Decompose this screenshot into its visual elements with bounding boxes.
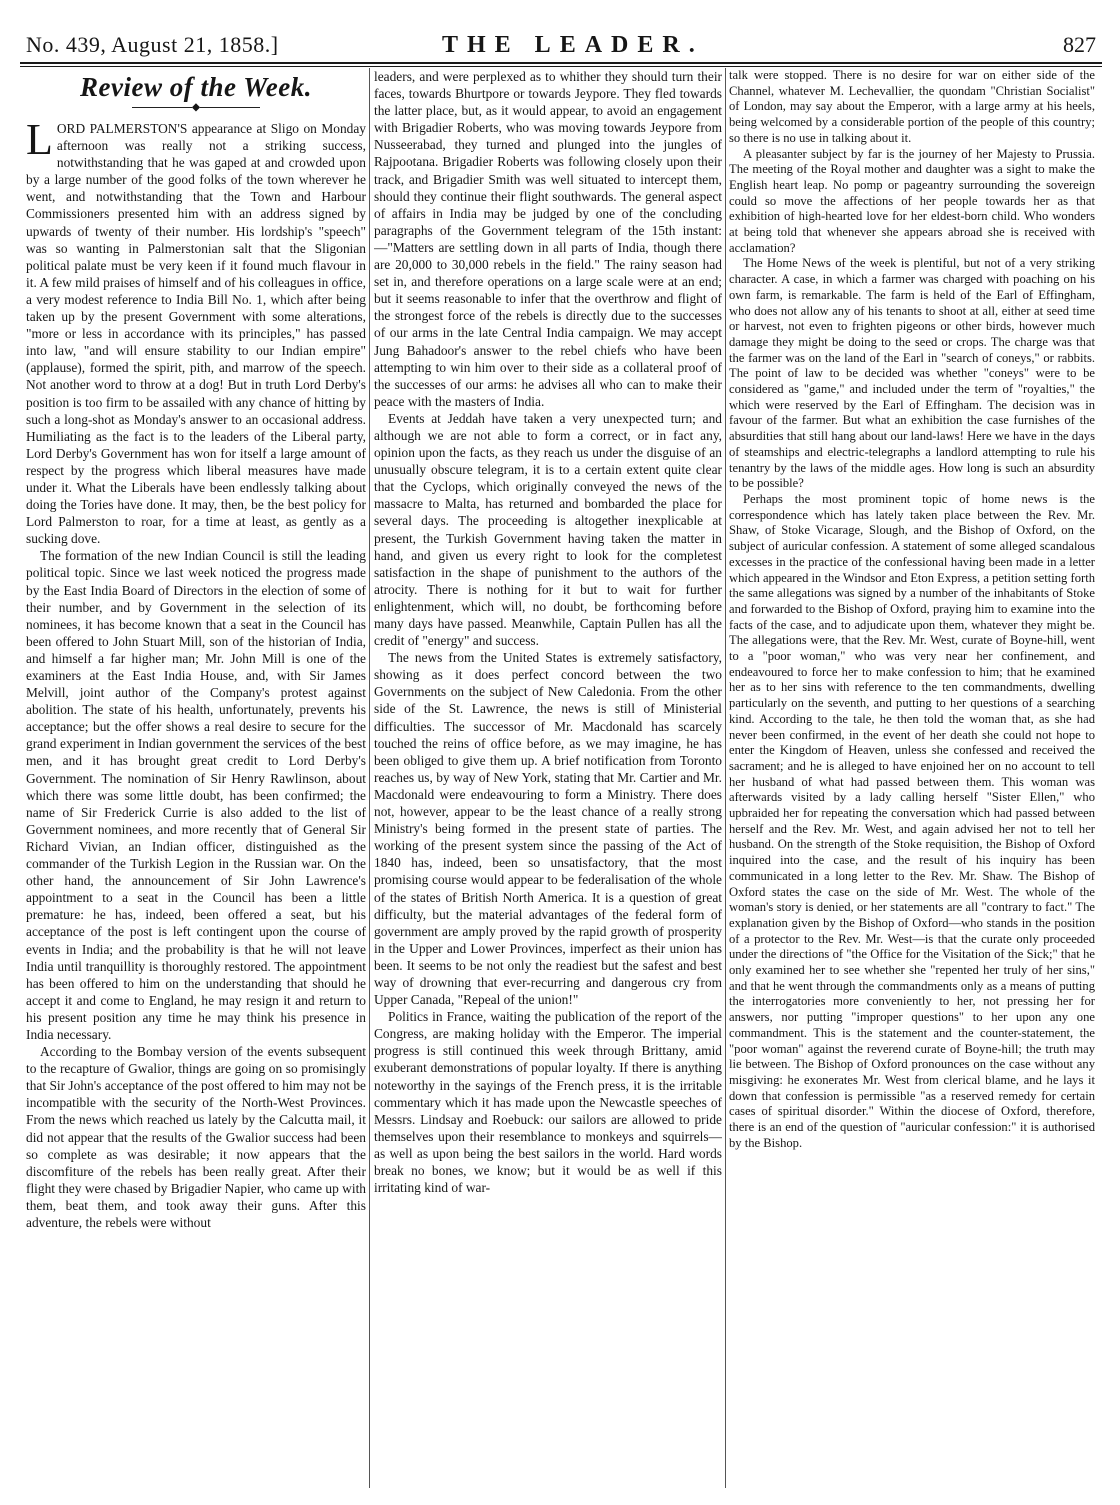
section-title: Review of the Week.: [80, 72, 312, 102]
drop-cap: L: [26, 115, 53, 164]
column-1: [26, 68, 366, 1488]
article-paragraph: leaders, and were perplexed as to whither they should turn their faces, towards Bhurtpore or towards Jeypore. They fled towards the latter place, but, as it would appear, to avoid an engagement with Brigadier Roberts, who was moving towards Jeypore from Nusseerabad, they turned and plunged into the jungles of Rajpootana. Brigadier Roberts was following closely upon their track, and Brigadier Smith was well situated to intercept them, should they continue their flight southwards. The general aspect of affairs in India may be judged by one of the concluding paragraphs of the Government telegram of the 15th instant:—"Matters are settling down in all parts of India, though there are 20,000 to 30,000 rebels in the field." The rainy season had set in, and therefore operations on a large scale were at an end; but it seems reasonable to infer that the overthrow and flight of the strongest force of the rebels is directly due to the successes of our arms in the late Central India campaign. We may accept Jung Bahadoor's answer to the rebel chiefs who have been attempting to win him over to their side as a collateral proof of the successes of our arms: he advises all who can to make their peace with the masters of India.: [374, 69, 722, 409]
article-paragraph: The Home News of the week is plentiful, but not of a very striking character. A case, in which a farmer was charged with poaching on his own farm, is remarkable. The farm is held of the Earl of Effingham, who does not allow any of his tenants to shoot at all, either at seed time or harvest, not even to frighten pigeons or other birds, however much damage they might be doing to the seed or crops. The charge was that the farmer was on the land of the Earl in "search of coneys," or rabbits. The point of law to be decided was whether "coneys" were to be considered as "game," and included under the term of "royalties," the which were reserved by the Earl of Effingham. The decision was in favour of the farmer. But what an exhibition the case furnishes of the absurdities that still hang about our land-laws! Here we have in the days of steamships and electric-telegraphs a landlord attempting to rule his tenantry by the laws of the middle ages. How long is such an absurdity to be possible?: [729, 256, 1095, 491]
article-paragraph: A pleasanter subject by far is the journey of her Majesty to Prussia. The meeting of the Royal mother and daughter was a sight to make the English heart leap. No pomp or pageantry surrounding the sovereign could so move the affections of her people towards her as that exhibition of high-hearted love for her eldest-born child. Who wonders at being told that whenever she appears abroad she is received with acclamation?: [729, 146, 1095, 255]
article-paragraph: The news from the United States is extremely satisfactory, showing as it does perfect concord between the two Governments on the subject of New Caledonia. From the other side of the St. Lawrence, the news is still of Ministerial difficulties. The successor of Mr. Macdonald has scarcely touched the reins of office before, as we may imagine, he has been obliged to give them up. A brief notification from Toronto reaches us, by way of New York, stating that Mr. Cartier and Mr. Macdonald were endeavouring to form a Ministry. There does not, however, appear to be the least chance of a really strong Ministry's being formed in the present state of parties. The working of the present system since the passing of the Act of 1840 has, indeed, been so unsatisfactory, that the most promising course would appear to be federalisation of the whole of the states of British North America. It is a question of great difficulty, but the material advantages of the federal form of government are amply proved by the rapid growth of prosperity in the Upper and Lower Provinces, imperfect as their union has been. It seems to be not only the readiest but the safest and best way of drowning that ever-recurring and dangerous cry from Upper Canada, "Repeal of the union!": [374, 650, 722, 1008]
ornament-glyph: ◆: [192, 102, 200, 113]
column-3: [729, 68, 1095, 1488]
article-paragraph: According to the Bombay version of the events subsequent to the recapture of Gwalior, things are going on so promisingly that Sir John's acceptance of the post offered to him may not be incompatible with the security of the North-West Provinces. From the news which reached us lately by the Calcutta mail, it did not appear that the results of the Gwalior success had been so complete as was desirable; it now appears that the discomfiture of the rebels has been really great. After their flight they were chased by Brigadier Napier, who came up with them, beat them, and took away their guns. After this adventure, the rebels were without: [26, 1044, 366, 1230]
page-number: 827: [1063, 32, 1096, 57]
article-paragraph: The formation of the new Indian Council is still the leading political topic. Since we last week noticed the progress made by the East India Board of Directors in the election of some of their number, and by Government in the selection of its nominees, it has become known that a seat in the Council has been offered to John Stuart Mill, son of the historian of India, and himself a far higher man; Mr. John Mill is one of the examiners at the East India House, and, with Sir James Melvill, joint author of the Company's protest against abolition. The state of his health, unfortunately, prevents his acceptance; but the offer shows a real desire to secure for the grand experiment in Indian government the services of the best men, and it has brought great credit to Lord Derby's Government. The nomination of Sir Henry Rawlinson, about which there was some little doubt, has been confirmed; the name of Sir Frederick Currie is also added to the list of Government nominees, and more recently that of General Sir Richard Vivian, an Indian officer, distinguished as the commander of the Turkish Legion in the Russian war. On the other hand, the announcement of Sir John Lawrence's appointment to a seat in the Council has been a little premature: he has, indeed, been offered a seat, but his acceptance of the post is left contingent upon the course of events in India; and the probability is that he will not leave India until tranquillity is thoroughly restored. The appointment has been offered to him on the understanding that should he accept it and come to England, he may resign it and return to his present position any time he may think his presence in India necessary.: [26, 548, 366, 1042]
header-rule-thick: [20, 62, 1102, 64]
article-paragraph: Events at Jeddah have taken a very unexpected turn; and although we are not able to form a correct, or in fact any, opinion upon the facts, as they reach us under the disguise of an unusually obscure telegram, it is to a certain extent quite clear that the Cyclops, which originally conveyed the news of the massacre to Malta, has returned and bombarded the place for several days. The proceeding is altogether inexplicable at present, the Turkish Government having taken the matter in hand, and given us every right to look for the completest satisfaction in the shape of punishment to the authors of the atrocity. There is nothing for it but to wait for further enlightenment, which will, no doubt, be forthcoming before many days have passed. Meanwhile, Captain Pullen has all the credit of "energy" and success.: [374, 410, 722, 649]
article-paragraph: talk were stopped. There is no desire for war on either side of the Channel, whatever M. Lechevallier, the quondam "Christian Socialist" of London, may say about the Emperor, with a large army at his heels, being welcomed by a considerable portion of the people of this country; so there is no use in talking about it.: [729, 68, 1095, 145]
title-ornament: [26, 102, 366, 114]
page-header: [20, 26, 1102, 56]
header-rule-thin: [20, 66, 1102, 67]
newspaper-title: THE LEADER.: [442, 32, 704, 58]
article-paragraph: Politics in France, waiting the publication of the report of the Congress, are making holiday with the Emperor. The imperial progress is still continued this week through Brittany, amid exuberant demonstrations of popular loyalty. If there is anything noteworthy in the sayings of the French press, it is the irritable commentary which it has made upon the Newcastle speeches of Messrs. Lindsay and Roebuck: our sailors are allowed to pride themselves upon their resemblance to monkeys and squirrels—as well as upon being the best sailors in the world. Hard words break no bones, we know; but it would be as well if this irritating kind of war-: [374, 1009, 722, 1196]
article-paragraph: Perhaps the most prominent topic of home news is the correspondence which has lately taken place between the Rev. Mr. Shaw, of Stoke Vicarage, Slough, and the Bishop of Oxford, on the subject of auricular confession. A statement of some alleged scandalous excesses in the practice of the confessional having been made in a letter which appeared in the Windsor and Eton Express, a petition setting forth the same allegations was signed by a number of the inhabitants of Stoke and forwarded to the Bishop of Oxford, praying him to examine into the facts of the case, and to adjudicate upon them, whatever they might be. The allegations were, that the Rev. Mr. West, curate of Boyne-hill, went to a "poor woman," who was very near her confinement, and endeavoured to force her to make confession to him; that he examined her as to her sins with reference to the ten commandments, dwelling particularly on the seventh, and putting to her questions of a searching kind. According to the tale, he then told the woman that, as she had never been confirmed, in the event of her death she could not hope to enter the Kingdom of Heaven, unless she confessed and received the sacrament; and he is alleged to have enjoined her on no account to tell her husband of what had passed between them. This woman was afterwards visited by a lady calling herself "Sister Ellen," who upbraided her for repeating the conversation which had passed between herself and the Rev. Mr. West, and again advised her not to tell her husband. On the strength of the Stoke requisition, the Bishop of Oxford inquired into the case, and the result of his inquiry has been communicated in a long letter to the Rev. Mr. Shaw. The Bishop of Oxford states the case on the side of Mr. West. The whole of the woman's story is denied, or her statements are all "contrary to fact." The explanation given by the Bishop of Oxford—who stands in the position of a protector to the Rev. Mr. West—is that the curate only proceeded under the directions of "the Office for the Visitation of the Sick;" that he only examined her to see whether she "repented her truly of her sins," and that he went through the commandments only as a means of putting the interrogatories more conveniently to her, not pressing her for answers, nor putting "improper questions" to her upon any one commandment. This is the statement and the counter-statement, the "poor woman" against the reverend curate of Boyne-hill; the truth may lie between. The Bishop of Oxford pronounces on the case without any misgiving: he exonerates Mr. West from clerical blame, and he lays it down that confession is permissible "as a reserved remedy for certain cases of spiritual disorder." Within the diocese of Oxford, therefore, there is an end of the question of "auricular confession:" it is authorised by the Bishop.: [729, 491, 1095, 1150]
column-2: [374, 68, 722, 1488]
article-paragraph: [26, 115, 366, 547]
paragraph-text: ORD PALMERSTON'S appearance at Sligo on Monday afternoon was really not a striking success, notwithstanding that he was gaped at and crowded upon by a large number of the good folks of the town wherever he went, and notwithstanding that the Town and Harbour Commissioners presented him with an address signed by upwards of twenty of their number. His lordship's "speech" was so wanting in Palmerstonian salt that the Sligonian political palate must be very keen if it found much flavour in it. A few mild praises of himself and of his colleagues in office, a very modest reference to India Bill No. 1, which after being taken up by the present Government with some alterations, "more or less in accordance with its principles," has passed into law, "and will ensure stability to our Indian empire" (applause), formed the spirit, pith, and marrow of the speech. Not another word to throw at a dog! But in truth Lord Derby's position is too firm to be assailed with any chance of hitting by such a long-shot as Monday's answer to an occasional address. Humiliating as the fact is to the leaders of the Liberal party, Lord Derby's Government has won for itself a large amount of respect by the progress which liberal measures have made under it. What the Liberals have been endlessly talking about doing the Tories have done. It may, then, be the best policy for Lord Palmerston to roar, for a time at least, as gently as a sucking dove.: [26, 121, 366, 547]
column-divider-1: [369, 68, 370, 1488]
column-divider-2: [725, 68, 726, 1488]
issue-line: No. 439, August 21, 1858.]: [26, 32, 279, 57]
